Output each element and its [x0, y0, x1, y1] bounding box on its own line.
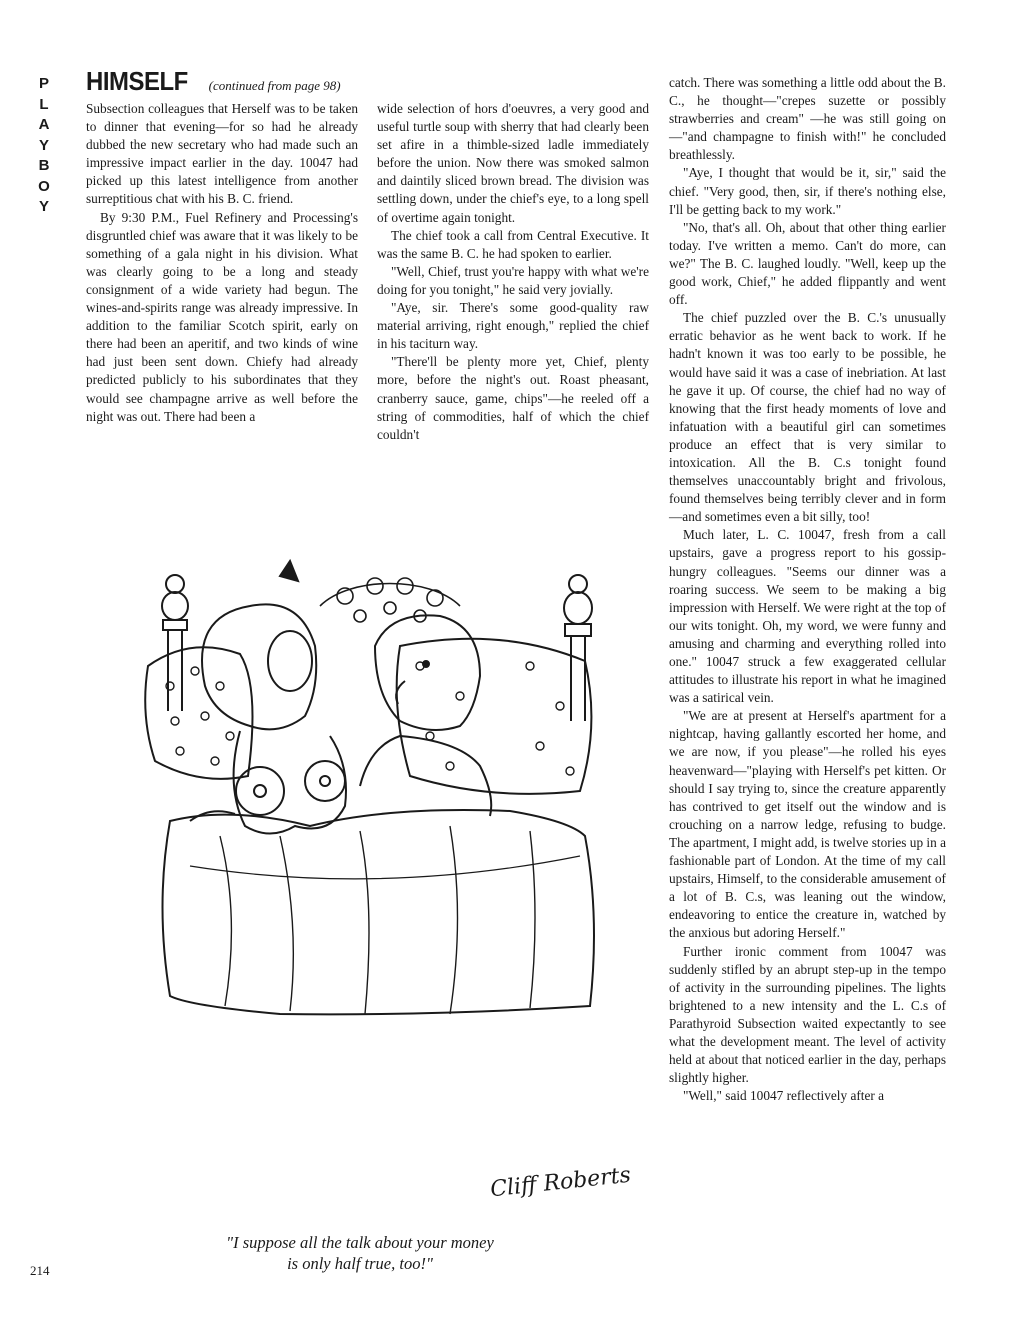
paragraph: "Well, Chief, trust you're happy with what we're doing for you tonight," he said very jovially. — [377, 263, 649, 297]
paragraph: "Well," said 10047 reflectively after a — [683, 1088, 885, 1104]
woman-figure — [190, 561, 346, 834]
continued-note: (continued from page 98) — [208, 78, 341, 93]
right-bedpost — [564, 575, 592, 721]
bed-blanket — [163, 810, 595, 1014]
caption-line-1: "I suppose all the talk about your money — [226, 1233, 494, 1252]
paragraph: "No, that's all. Oh, about that other thing earlier today. I've written a memo. Can't do more, can we?" The B. C. laughed loudly. "Well, keep up the good work, Chief," he added flippantly and went off. — [669, 219, 946, 308]
masthead-letter: L — [39, 95, 49, 113]
masthead-letter: P — [38, 75, 49, 92]
paragraph: The chief puzzled over the B. C.'s unusually erratic behavior as he went back to work. If he hadn't known it was too early to be possible, he would have said it was a case of inebriation. At last he gave it up. Of course, the chief had no way of knowing that the first heady moments of love and infatuation with a beautiful girl can sometimes produce an effect that is very similar to intoxication. All the B. C.s tonight found themselves unaccountably bright and frivolous, found themselves being terribly clever and in form—and sometimes even a bit silly, too! — [669, 310, 946, 525]
article-title: HIMSELF — [86, 66, 188, 96]
cartoon-caption — [150, 1232, 570, 1274]
paragraph: Subsection colleagues that Herself was to be taken to dinner that evening—for so had he already dubbed the new secretary who had made such an impressive impact earlier in the day. 10047 had picked up this latest intelligence from another surreptitious chat with his B. C. friend. — [86, 101, 358, 207]
paragraph: By 9:30 P.M., Fuel Refinery and Processing's disgruntled chief was aware that it was likely to be something of a gala night in his division. What was clearly going to be a long and steady consignment of a wide variety had begun. The wines-and-spirits range was already impressive. In addition to the familiar Scotch spirit, early on there had been an aperitif, and two kinds of wine had just been sent down. Chiefy had already predicted publicly to his subordinates that they would see champagne arrive as well before the night was out. There had been a — [86, 209, 358, 424]
paragraph: catch. There was something a little odd about the B. C., he thought—"crepes suzette or possibly strawberries and cream" —he was still going on—"and champagne to finish with!" he concluded breathlessly. — [669, 75, 946, 163]
paragraph: Further ironic comment from 10047 was suddenly stifled by an abrupt step-up in the tempo of activity in the surrounding pipelines. The lights brightened to a new intensity and the L. C.s of Parathyroid Subsection waited expectantly to see what the development meant. The level of activity held at about that noticed earlier in the day, perhaps slightly higher. — [669, 943, 946, 1086]
cartoon-illustration — [130, 536, 640, 1026]
text-column-1 — [86, 100, 358, 485]
page-number: 214 — [30, 1263, 50, 1278]
masthead-letter: A — [38, 116, 50, 133]
article-headline — [86, 66, 341, 97]
paragraph: "There'll be plenty more yet, Chief, plenty more, before the night's out. Roast pheasant, cranberry sauce, game, chips"—he reeled off a string of commodities, half of which the chief couldn't — [377, 354, 649, 442]
caption-line-2: is only half true, too!" — [287, 1254, 433, 1273]
masthead-letter: B — [38, 157, 50, 174]
paragraph: Much later, L. C. 10047, fresh from a call upstairs, gave a progress report to his gossip-hungry colleagues. "Seems our dinner was a roaring success. We seem to be making a big impression with Herself. We were right at the top of our wits tonight. Oh, my word, we were funny and amusing and charming and everything rolled into one." 10047 struck a few exaggerated cellular attitudes to illustrate his report in what he imagined was a satirical vein. — [669, 527, 946, 706]
text-column-3 — [669, 74, 946, 1274]
man-figure — [360, 615, 491, 816]
magazine-masthead — [33, 74, 55, 218]
masthead-letter: Y — [38, 136, 49, 154]
left-pillow — [145, 647, 252, 779]
left-bedpost — [162, 575, 188, 711]
text-column-2 — [377, 100, 649, 485]
paragraph: "We are at present at Herself's apartment for a nightcap, having gallantly escorted her home, and we are now, if you please"—he rolled his eyes heavenward—"playing with Herself's pet kitten. Or should I say trying to, since the creature apparently has contrived to get itself out the window and is crouching on a narrow ledge, refusing to budge. The apartment, I might add, is twelve stories up in a fashionable part of London. At the time of my call upstairs, Himself, to the considerable amusement of a lot of B. C.s, was leaning out the window, endeavoring to entice the creature in, watched by the anxious but adoring Herself." — [669, 708, 946, 941]
paragraph: The chief took a call from Central Executive. It was the same B. C. he had spoken to earlier. — [377, 227, 649, 261]
cartoonist-signature: Cliff Roberts — [489, 1162, 632, 1203]
paragraph: "Aye, sir. There's some good-quality raw material arriving, right enough," replied the chief in his taciturn way. — [377, 300, 649, 352]
paragraph: "Aye, I thought that would be it, sir," said the chief. "Very good, then, sir, if there's nothing else, I'll be getting back to my work." — [669, 165, 946, 217]
masthead-letter: Y — [38, 198, 49, 215]
paragraph: wide selection of hors d'oeuvres, a very good and useful turtle soup with sherry that had clearly been set afire in a thimble-sized ladle immediately before the union. Now there was smoked salmon and daintily sliced brown bread. The division was settling down, under the chief's eye, to a long spell of overtime again tonight. — [377, 101, 649, 225]
masthead-letter: O — [38, 177, 50, 195]
